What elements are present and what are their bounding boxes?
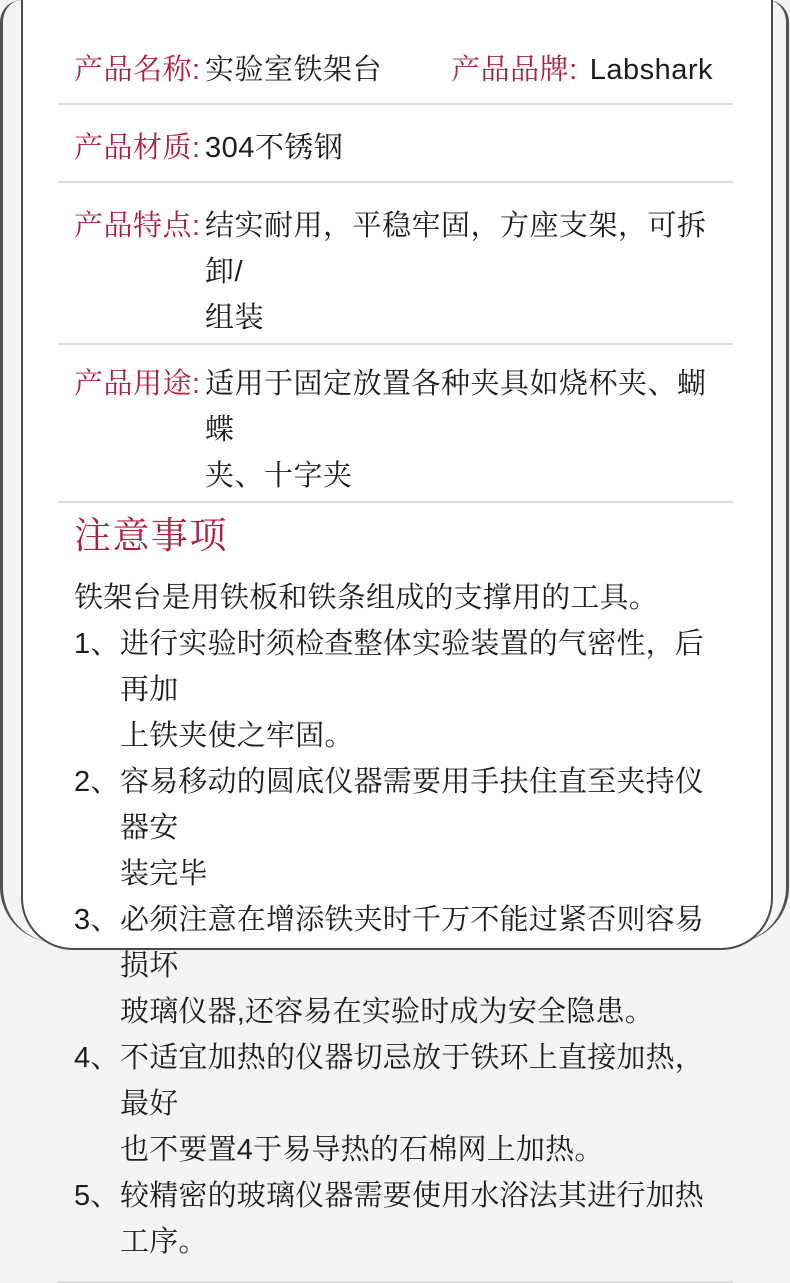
notice-item (74, 621, 731, 759)
spec-pair-name (74, 47, 382, 93)
item-text (120, 621, 731, 759)
item-number: 4、 (74, 1042, 120, 1074)
notice-item (74, 1035, 731, 1173)
divider (58, 103, 733, 105)
text-line: 玻璃仪器,还容易在实验时成为安全隐患。 (120, 996, 654, 1028)
notice-item (74, 1173, 731, 1265)
product-usage-label: 产品用途: (74, 368, 201, 400)
item-number: 1、 (74, 628, 120, 660)
spec-row-usage (74, 361, 731, 499)
product-usage-value (205, 361, 731, 499)
notice-intro: 铁架台是用铁板和铁条组成的支撑用的工具。 (74, 582, 659, 614)
text-line: 组装 (205, 302, 265, 334)
text-line: 较精密的玻璃仪器需要使用水浴法其进行加热工序。 (120, 1180, 705, 1258)
notice-heading: 注意事项 (74, 515, 228, 556)
text-line: 不适宜加热的仪器切忌放于铁环上直接加热，最好 (120, 1042, 705, 1120)
spec-row-material (74, 125, 731, 171)
product-name-label: 产品名称: (74, 54, 201, 86)
divider (58, 181, 733, 183)
item-text (120, 897, 731, 1035)
text-line: 适用于固定放置各种夹具如烧杯夹、蝴蝶 (205, 368, 707, 446)
notice-body (74, 575, 731, 1265)
item-number: 5、 (74, 1180, 120, 1212)
text-line: 上铁夹使之牢固。 (120, 720, 354, 752)
product-brand-value: Labshark (589, 54, 713, 86)
text-line: 装完毕 (120, 858, 208, 890)
product-name-value: 实验室铁架台 (205, 54, 383, 86)
notice-item (74, 759, 731, 897)
product-features-label: 产品特点: (74, 210, 201, 242)
text-line: 容易移动的圆底仪器需要用手扶住直至夹持仪器安 (120, 766, 705, 844)
notice-item (74, 897, 731, 1035)
divider (58, 501, 733, 503)
text-line: 结实耐用，平稳牢固，方座支架，可拆卸/ (205, 210, 707, 288)
spec-row-features (74, 203, 731, 341)
text-line: 进行实验时须检查整体实验装置的气密性，后再加 (120, 628, 705, 706)
item-text (120, 1173, 731, 1265)
spec-row-name-brand (74, 47, 731, 93)
item-number: 2、 (74, 766, 120, 798)
item-text (120, 759, 731, 897)
text-line: 夹、十字夹 (205, 460, 353, 492)
product-material-value: 304不锈钢 (205, 132, 344, 164)
divider (58, 343, 733, 345)
text-line: 必须注意在增添铁夹时千万不能过紧否则容易损坏 (120, 904, 705, 982)
product-info-card (21, 0, 773, 1258)
item-number: 3、 (74, 904, 120, 936)
product-features-value (205, 203, 731, 341)
text-line: 也不要置4于易导热的石棉网上加热。 (120, 1134, 604, 1166)
spec-pair-brand (451, 47, 713, 93)
notice-list (74, 621, 731, 1265)
product-material-label: 产品材质: (74, 132, 201, 164)
item-text (120, 1035, 731, 1173)
product-brand-label: 产品品牌: (451, 54, 578, 86)
